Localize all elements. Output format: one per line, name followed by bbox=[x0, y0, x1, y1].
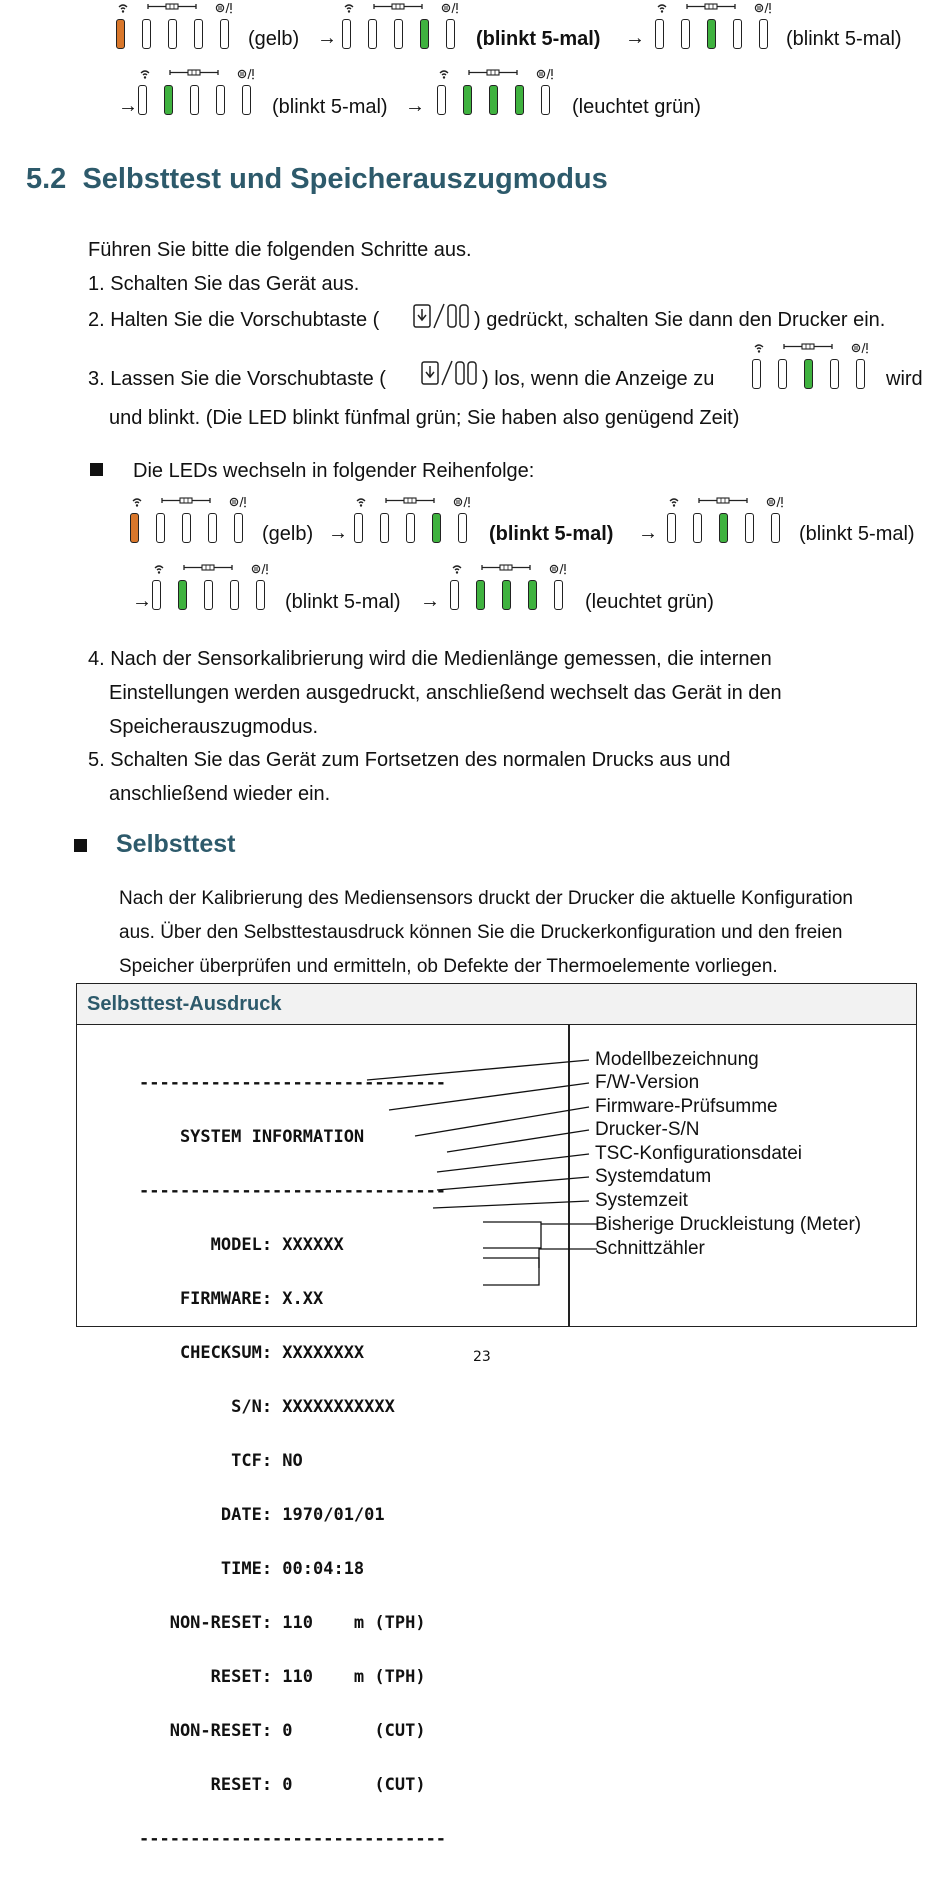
printout-line: TCF: NO bbox=[139, 1451, 303, 1471]
selftest-paragraph-line: Speicher überprüfen und ermitteln, ob Defekte der Thermoelemente vorliegen. bbox=[119, 956, 778, 977]
printout-line: CHECKSUM: XXXXXXXX bbox=[139, 1343, 365, 1363]
wifi-icon bbox=[133, 499, 141, 507]
section-heading bbox=[26, 163, 608, 196]
wifi-icon bbox=[755, 345, 763, 353]
led-off bbox=[667, 513, 676, 543]
led-row bbox=[655, 19, 773, 51]
led-group bbox=[342, 2, 460, 52]
led-green bbox=[707, 19, 716, 49]
led-group bbox=[116, 2, 234, 52]
led-status-icons bbox=[752, 342, 870, 356]
led-row bbox=[116, 19, 234, 51]
step-4-line3: Speicherauszugmodus. bbox=[109, 716, 319, 738]
led-off bbox=[437, 85, 446, 115]
led-status-icons bbox=[450, 563, 568, 577]
selftest-paragraph-line: aus. Über den Selbsttestausdruck können Sie die Druckerkonfiguration und den freien bbox=[119, 922, 843, 943]
led-label: (blinkt 5-mal) bbox=[285, 591, 401, 613]
step-3-cont: und blinkt. (Die LED blinkt fünfmal grün; Sie haben also genügend Zeit) bbox=[109, 407, 740, 429]
battery-icon bbox=[374, 4, 422, 9]
arrow-right-icon: → bbox=[625, 27, 645, 49]
led-group bbox=[667, 496, 785, 546]
subsection-title: Selbsttest bbox=[116, 830, 236, 858]
led-off bbox=[745, 513, 754, 543]
callout-label: TSC-Konfigurationsdatei bbox=[595, 1143, 802, 1164]
led-label: (leuchtet grün) bbox=[572, 96, 701, 118]
led-off bbox=[541, 85, 550, 115]
led-green bbox=[476, 580, 485, 610]
printout-line: RESET: 110 m (TPH) bbox=[139, 1667, 426, 1687]
led-green bbox=[489, 85, 498, 115]
led-orange bbox=[130, 513, 139, 543]
led-off bbox=[168, 19, 177, 49]
bullet-square-icon bbox=[90, 463, 103, 476]
arrow-right-icon: → bbox=[317, 27, 337, 49]
battery-icon bbox=[148, 4, 196, 9]
led-group bbox=[655, 2, 773, 52]
wifi-icon bbox=[670, 499, 678, 507]
led-label: (blinkt 5-mal) bbox=[489, 523, 614, 545]
table-header-title: Selbsttest-Ausdruck bbox=[87, 993, 282, 1015]
arrow-right-icon: → bbox=[118, 95, 138, 117]
led-off bbox=[733, 19, 742, 49]
arrow-right-icon: → bbox=[405, 95, 425, 117]
led-green bbox=[804, 359, 813, 389]
section-title: Selbsttest und Speicherauszugmodus bbox=[82, 163, 608, 195]
callout-label: F/W-Version bbox=[595, 1072, 700, 1093]
led-label: (gelb) bbox=[248, 28, 300, 50]
printout-line: RESET: 0 (CUT) bbox=[139, 1775, 426, 1795]
step-4-line2: Einstellungen werden ausgedruckt, anschließend wechselt das Gerät in den bbox=[109, 682, 782, 704]
arrow-right-icon: → bbox=[328, 522, 348, 544]
led-off bbox=[759, 19, 768, 49]
callout-label: Firmware-Prüfsumme bbox=[595, 1096, 778, 1117]
led-status-icons bbox=[667, 496, 785, 510]
led-off bbox=[220, 19, 229, 49]
pause-error-icon bbox=[442, 3, 458, 13]
led-off bbox=[693, 513, 702, 543]
pause-error-icon bbox=[230, 497, 246, 507]
led-off bbox=[368, 19, 377, 49]
pause-error-icon bbox=[238, 69, 254, 79]
led-off bbox=[830, 359, 839, 389]
led-status-icons bbox=[130, 496, 248, 510]
led-off bbox=[406, 513, 415, 543]
led-row bbox=[450, 580, 568, 612]
printout-line: ------------------------------ bbox=[139, 1829, 447, 1849]
led-off bbox=[208, 513, 217, 543]
led-row bbox=[752, 359, 870, 391]
section-number: 5.2 bbox=[26, 163, 67, 195]
battery-icon bbox=[687, 4, 735, 9]
callout-label: Systemzeit bbox=[595, 1190, 688, 1211]
led-off bbox=[446, 19, 455, 49]
battery-icon bbox=[162, 498, 210, 503]
led-off bbox=[554, 580, 563, 610]
led-green bbox=[420, 19, 429, 49]
bullet-square-icon bbox=[74, 839, 87, 852]
led-off bbox=[194, 19, 203, 49]
wifi-icon bbox=[119, 5, 127, 13]
page-number: 23 bbox=[473, 1349, 491, 1365]
led-off bbox=[450, 580, 459, 610]
printout-line: MODEL: XXXXXX bbox=[139, 1235, 344, 1255]
feed-button-icon bbox=[412, 302, 474, 330]
battery-icon bbox=[386, 498, 434, 503]
step-2-end: ) gedrückt, schalten Sie dann den Drucker ein. bbox=[474, 309, 886, 331]
callout-label: Systemdatum bbox=[595, 1166, 712, 1187]
led-green bbox=[432, 513, 441, 543]
battery-icon bbox=[482, 565, 530, 570]
led-row bbox=[138, 85, 256, 117]
callout-label: Drucker-S/N bbox=[595, 1119, 700, 1140]
arrow-right-icon: → bbox=[638, 522, 658, 544]
led-status-icons bbox=[342, 2, 460, 16]
led-label: (blinkt 5-mal) bbox=[799, 523, 915, 545]
led-group bbox=[138, 68, 256, 118]
led-off bbox=[182, 513, 191, 543]
bullet-text: Die LEDs wechseln in folgender Reihenfolge: bbox=[133, 460, 535, 482]
led-off bbox=[216, 85, 225, 115]
wifi-icon bbox=[453, 566, 461, 574]
led-off bbox=[394, 19, 403, 49]
led-group bbox=[354, 496, 472, 546]
led-row bbox=[152, 580, 270, 612]
step-5-line1: 5. Schalten Sie das Gerät zum Fortsetzen des normalen Drucks aus und bbox=[88, 749, 731, 771]
steps-intro: Führen Sie bitte die folgenden Schritte aus. bbox=[88, 239, 472, 261]
step-3-wird: wird bbox=[886, 368, 923, 390]
battery-icon bbox=[784, 344, 832, 349]
step-2-start: 2. Halten Sie die Vorschubtaste ( bbox=[88, 309, 380, 331]
arrow-right-icon: → bbox=[420, 590, 440, 612]
led-off bbox=[152, 580, 161, 610]
led-off bbox=[778, 359, 787, 389]
led-row bbox=[667, 513, 785, 545]
printout-line: ------------------------------ bbox=[139, 1073, 447, 1093]
printout-line: SYSTEM INFORMATION bbox=[139, 1127, 365, 1147]
led-off bbox=[342, 19, 351, 49]
led-orange bbox=[116, 19, 125, 49]
led-off bbox=[234, 513, 243, 543]
led-off bbox=[138, 85, 147, 115]
arrow-right-icon: → bbox=[132, 590, 152, 612]
led-off bbox=[380, 513, 389, 543]
led-off bbox=[458, 513, 467, 543]
led-label: (blinkt 5-mal) bbox=[476, 28, 601, 50]
battery-icon bbox=[699, 498, 747, 503]
led-label: (blinkt 5-mal) bbox=[272, 96, 388, 118]
step-3-start: 3. Lassen Sie die Vorschubtaste ( bbox=[88, 368, 386, 390]
wifi-icon bbox=[141, 71, 149, 79]
battery-icon bbox=[184, 565, 232, 570]
led-off bbox=[655, 19, 664, 49]
callout-label: Bisherige Druckleistung (Meter) bbox=[595, 1214, 862, 1235]
led-label: (blinkt 5-mal) bbox=[786, 28, 902, 50]
step-3-mid: ) los, wenn die Anzeige zu bbox=[482, 368, 715, 390]
led-off bbox=[204, 580, 213, 610]
led-green bbox=[502, 580, 511, 610]
led-off bbox=[230, 580, 239, 610]
led-status-icons bbox=[116, 2, 234, 16]
battery-icon bbox=[469, 70, 517, 75]
led-status-icons bbox=[437, 68, 555, 82]
pause-error-icon bbox=[755, 3, 771, 13]
pause-error-icon bbox=[252, 564, 268, 574]
pause-error-icon bbox=[550, 564, 566, 574]
led-label: (gelb) bbox=[262, 523, 314, 545]
led-status-icons bbox=[152, 563, 270, 577]
led-off bbox=[752, 359, 761, 389]
step-1: 1. Schalten Sie das Gerät aus. bbox=[88, 273, 360, 295]
led-green bbox=[164, 85, 173, 115]
led-label: (leuchtet grün) bbox=[585, 591, 714, 613]
printout-line: FIRMWARE: X.XX bbox=[139, 1289, 324, 1309]
led-status-icons bbox=[354, 496, 472, 510]
led-row bbox=[130, 513, 248, 545]
printout-line: TIME: 00:04:18 bbox=[139, 1559, 365, 1579]
wifi-icon bbox=[345, 5, 353, 13]
step-5-line2: anschließend wieder ein. bbox=[109, 783, 331, 805]
led-row bbox=[437, 85, 555, 117]
printout-line: S/N: XXXXXXXXXXX bbox=[139, 1397, 395, 1417]
led-green bbox=[528, 580, 537, 610]
wifi-icon bbox=[440, 71, 448, 79]
led-row bbox=[342, 19, 460, 51]
led-off bbox=[190, 85, 199, 115]
led-off bbox=[856, 359, 865, 389]
led-off bbox=[156, 513, 165, 543]
led-off bbox=[242, 85, 251, 115]
pause-error-icon bbox=[852, 343, 868, 353]
led-group bbox=[152, 563, 270, 613]
led-group bbox=[450, 563, 568, 613]
led-green bbox=[178, 580, 187, 610]
wifi-icon bbox=[658, 5, 666, 13]
led-off bbox=[681, 19, 690, 49]
led-status-icons bbox=[138, 68, 256, 82]
pause-error-icon bbox=[454, 497, 470, 507]
battery-icon bbox=[170, 70, 218, 75]
printout-line: DATE: 1970/01/01 bbox=[139, 1505, 385, 1525]
led-green bbox=[515, 85, 524, 115]
step-4-line1: 4. Nach der Sensorkalibrierung wird die Medienlänge gemessen, die internen bbox=[88, 648, 772, 670]
led-row bbox=[354, 513, 472, 545]
led-off bbox=[354, 513, 363, 543]
pause-error-icon bbox=[767, 497, 783, 507]
led-green bbox=[719, 513, 728, 543]
pause-error-icon bbox=[537, 69, 553, 79]
led-off bbox=[771, 513, 780, 543]
printout-line: NON-RESET: 110 m (TPH) bbox=[139, 1613, 426, 1633]
led-status-icons bbox=[655, 2, 773, 16]
printout-line: ------------------------------ bbox=[139, 1181, 447, 1201]
pause-error-icon bbox=[216, 3, 232, 13]
selftest-paragraph-line: Nach der Kalibrierung des Mediensensors druckt der Drucker die aktuelle Konfiguration bbox=[119, 888, 853, 909]
callout-label: Modellbezeichnung bbox=[595, 1049, 759, 1070]
led-group bbox=[130, 496, 248, 546]
led-group bbox=[752, 342, 870, 392]
wifi-icon bbox=[357, 499, 365, 507]
printout-line: NON-RESET: 0 (CUT) bbox=[139, 1721, 426, 1741]
feed-button-icon bbox=[420, 359, 482, 387]
led-green bbox=[463, 85, 472, 115]
led-group bbox=[437, 68, 555, 118]
wifi-icon bbox=[155, 566, 163, 574]
led-off bbox=[256, 580, 265, 610]
callout-label: Schnittzähler bbox=[595, 1238, 705, 1259]
led-off bbox=[142, 19, 151, 49]
